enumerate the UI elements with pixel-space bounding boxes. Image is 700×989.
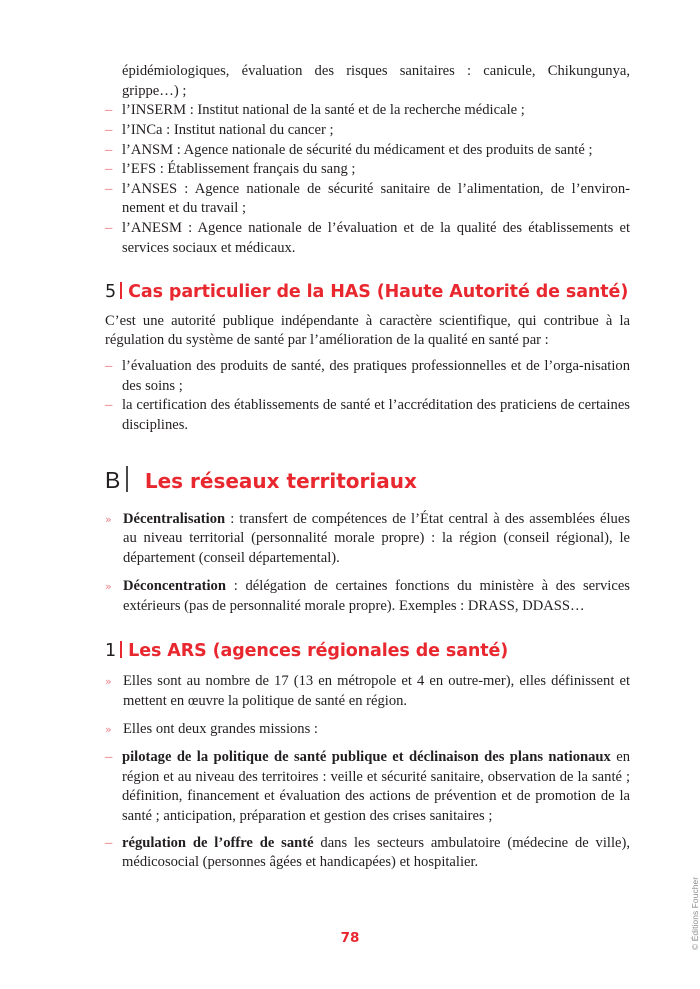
dash-marker: – xyxy=(105,397,113,414)
list-item-text: : transfert de compétences de l’État central à des assemblées élues au niveau territorial (personnalité morale propre) : la région (conseil régional), le département (conseil départemental). xyxy=(123,510,630,566)
fleuron-bullet-icon: » xyxy=(105,580,112,594)
ars-list xyxy=(105,672,630,740)
heading-title: Cas particulier de la HAS (Haute Autorité de santé) xyxy=(128,282,629,303)
list-item xyxy=(105,180,630,219)
dash-marker: – xyxy=(105,180,113,197)
list-item xyxy=(105,396,630,435)
lead-paragraph-block xyxy=(105,62,630,101)
dash-marker: – xyxy=(105,121,113,138)
list-item xyxy=(105,672,630,711)
agencies-list xyxy=(105,101,630,258)
fleuron-bullet-icon: » xyxy=(105,723,112,737)
heading-number: 5 xyxy=(105,282,117,303)
page-content xyxy=(105,62,630,873)
fleuron-bullet-icon: » xyxy=(105,512,112,526)
dash-marker: – xyxy=(105,102,113,119)
mission-text: dans les secteurs ambulatoire (médecine de ville), médicosocial (personnes âgées et handicapées) et hospitalier. xyxy=(122,834,630,871)
mission-lead: pilotage de la politique de santé publique et déclinaison des plans nationaux xyxy=(122,749,611,765)
list-item xyxy=(105,720,630,740)
ars-missions-list xyxy=(105,748,630,873)
heading-divider-bar xyxy=(120,282,122,299)
section-title: Les réseaux territoriaux xyxy=(144,468,417,493)
heading-title: Les ARS (agences régionales de santé) xyxy=(128,640,509,661)
lead-paragraph: épidémiologiques, évaluation des risques sanitaires : canicule, Chikungunya, grippe…) ; xyxy=(122,63,630,99)
section-letter: B xyxy=(105,466,121,493)
list-item-text: Elles sont au nombre de 17 (13 en métropole et 4 en outre-mer), elles définissent et mettent en œuvre la politique de santé en région. xyxy=(123,673,630,709)
list-item xyxy=(105,577,630,616)
list-item xyxy=(105,357,630,396)
heading-section-b xyxy=(105,462,630,492)
list-item-text: la certification des établissements de santé et l’accréditation des praticiens de certaines disciplines. xyxy=(122,397,630,433)
list-item xyxy=(105,121,630,141)
mission-lead: régulation de l’offre de santé xyxy=(122,834,314,851)
list-item-text: l’EFS : Établissement français du sang ; xyxy=(122,161,356,178)
has-list xyxy=(105,357,630,436)
fleuron-bullet-icon: » xyxy=(105,675,112,689)
dash-marker: – xyxy=(105,220,113,236)
list-item-text: Elles ont deux grandes missions : xyxy=(123,721,318,738)
dash-marker: – xyxy=(105,161,113,178)
list-item xyxy=(105,510,630,569)
dash-marker: – xyxy=(105,358,113,374)
list-item-lead: Décentralisation xyxy=(123,510,226,527)
list-item-text: l’évaluation des produits de santé, des pratiques professionnelles et de l’orga-nisation des soins ; xyxy=(122,358,630,394)
list-item-text: l’INSERM : Institut national de la santé et de la recherche médicale ; xyxy=(122,102,525,119)
list-item xyxy=(105,160,630,180)
heading-has xyxy=(105,280,630,302)
list-item-text: : délégation de certaines fonctions du ministère à des services extérieurs (pas de personnalité morale propre). Exemples : DRASS, DDASS… xyxy=(123,578,630,614)
mission-text: en région et au niveau des territoires : veille et sécurité sanitaire, observation de la santé ; définition, financement et évaluation des actions de prévention et de promotion de la santé ; anticipation, préparation et gestion des crises sanitaires ; xyxy=(122,749,630,824)
heading-ars xyxy=(105,639,630,661)
dash-marker: – xyxy=(105,749,113,765)
heading-number: 1 xyxy=(105,640,117,661)
section-divider-bar xyxy=(126,466,128,492)
list-item-lead: Déconcentration xyxy=(123,578,226,595)
page-number: 78 xyxy=(340,930,360,946)
publisher-credit-text: © Éditions Foucher xyxy=(690,876,700,950)
list-item-text: l’INCa : Institut national du cancer ; xyxy=(122,121,334,138)
territorial-networks-list xyxy=(105,510,630,617)
list-item-text: l’ANESM : Agence nationale de l’évaluation et de la qualité des établissements et services sociaux et médicaux. xyxy=(122,220,630,256)
list-item xyxy=(105,101,630,121)
list-item xyxy=(105,141,630,161)
dash-marker: – xyxy=(105,141,113,158)
list-item xyxy=(105,834,630,873)
heading-divider-bar xyxy=(120,641,122,658)
list-item xyxy=(105,219,630,258)
list-item xyxy=(105,748,630,827)
list-item-text: l’ANSM : Agence nationale de sécurité du médicament et des produits de santé ; xyxy=(122,141,593,158)
list-item-text: l’ANSES : Agence nationale de sécurité sanitaire de l’alimentation, de l’environ-nement et du travail ; xyxy=(122,180,630,217)
dash-marker: – xyxy=(105,834,113,851)
has-intro-paragraph: C’est une autorité publique indépendante à caractère scientifique, qui contribue à la régulation du système de santé par l’amélioration de la qualité en santé par : xyxy=(105,312,630,349)
